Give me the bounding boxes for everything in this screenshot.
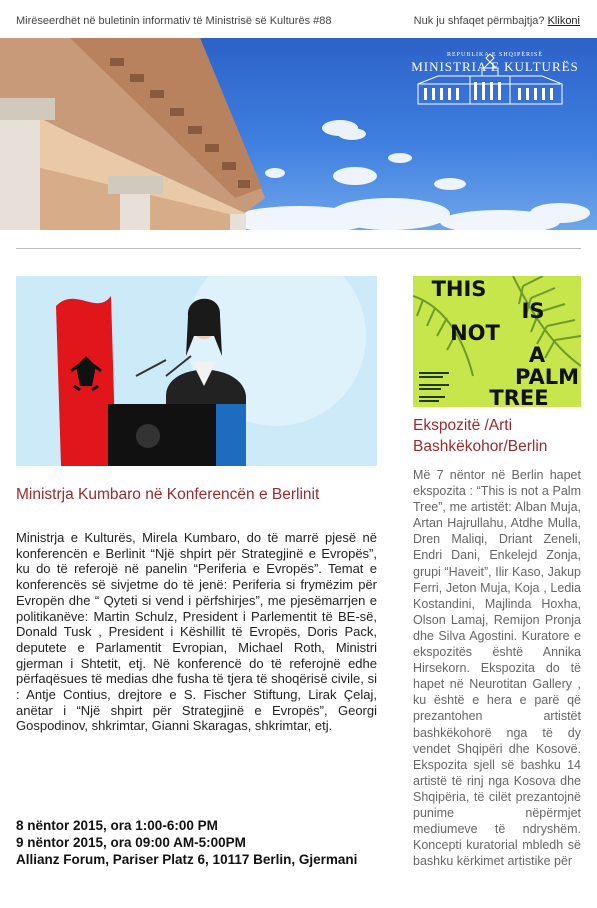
header-banner xyxy=(0,38,597,230)
view-online-text: Nuk ju shfaqet përmbajtja? xyxy=(413,15,545,27)
article-title[interactable]: Ministrja Kumbaro në Konferencën e Berlinit xyxy=(16,486,320,503)
exhibition-title[interactable]: Ekspozitë /Arti Bashkëkohor/Berlin xyxy=(413,417,548,455)
poster-word-6: TREE xyxy=(489,386,549,407)
event-venue: Allianz Forum, Pariser Platz 6, 10117 Berlin, Gjermani xyxy=(16,852,358,867)
palm-tree-poster-image xyxy=(413,276,581,407)
event-details xyxy=(16,817,377,868)
ministry-logo xyxy=(410,50,580,75)
view-online-notice xyxy=(414,15,580,27)
poster-word-4: A xyxy=(528,343,546,367)
event-date-2: 9 nëntor 2015, ora 09:00 AM-5:00PM xyxy=(16,835,246,850)
article-photo[interactable] xyxy=(16,276,377,466)
poster-word-3: NOT xyxy=(450,321,500,345)
minister-podium-image xyxy=(16,276,377,466)
poster-word-5: PALM xyxy=(515,365,579,389)
event-date-1: 8 nëntor 2015, ora 1:00-6:00 PM xyxy=(16,818,218,833)
divider xyxy=(16,248,581,249)
view-online-link[interactable]: Klikoni xyxy=(547,15,580,27)
exhibition-body: Më 7 nëntor në Berlin hapet ekspozita : “This is not a Palm Tree”, me artistët: Alban Muja, Artan Hajrullahu, Atdhe Mulla, Dren Maliqi, Driant Zeneli, Endri Dani, Enkelejd Zonja, grupi “Haveit”, Ilir Kaso, Jakup Ferri, Jeton Muja, Koja , Ledia Kostandini, Majlinda Hoxha, Olson Lamaj, Remijon Pronja dhe Silva Agostini. Kuratore e ekspozitës është Annika Hirsekorn. Ekspozita do të hapet në Neurotitan Gallery , ku është e hera e parë që prezantohen artistët bashkëkohorë nga të dy vendet Shqipëri dhe Kosovë. Ekspozita sjell së bashku 14 artistë të rinj nga Kosova dhe Shqipëria, të cilët prezantojnë punime nëpërmjet mediumeve të ndryshëm. Koncepti kuratorial mbledh së bashku kërkimet artistike për xyxy=(413,468,581,869)
logo-title: MINISTRIA E KULTURËS xyxy=(411,59,579,74)
ministry-building-icon xyxy=(410,50,570,110)
header-bar xyxy=(0,0,597,38)
exhibition-poster[interactable] xyxy=(413,276,581,407)
logo-subtitle: REPUBLIKA E SHQIPËRISË xyxy=(446,52,543,58)
newsletter-greeting: Mirëseerdhët në buletinin informativ të Ministrisë së Kulturës #88 xyxy=(16,15,332,27)
poster-word-1: THIS xyxy=(431,277,487,301)
poster-word-2: IS xyxy=(521,299,545,323)
article-body: Ministrja e Kulturës, Mirela Kumbaro, do të marrë pjesë në konferencën e Berlinit “Një shpirt për Strategjinë e Evropës”, ku do të referojë në panelin “Periferia e Evropës”. Temat e konferencës së sivjetme do të jenë: Periferia si frymëzim për Evropën dhe “ Qyteti si vend i përfshirjes”, me pjesëmarrjen e politikanëve: Martin Schulz, President i Parlementit të BE-së, Donald Tusk , President i Këshillit të Evropës, Doris Pack, deputete e Parlamentit Evropian, Michael Roth, Ministri gjerman i Shtetit, etj. Në konferencë do të referojnë edhe përfaqësues të medias dhe fusha të tjera të shoqërisë civile, si : Antje Contius, drejtore e S. Fischer Stiftung, Lirak Çelaj, anëtar i “Një shpirt për Strategjinë e Evropës”, Georgi Gospodinov, shkrimtar, Gianni Skaragas, shkrimtar, etj. xyxy=(16,530,377,734)
